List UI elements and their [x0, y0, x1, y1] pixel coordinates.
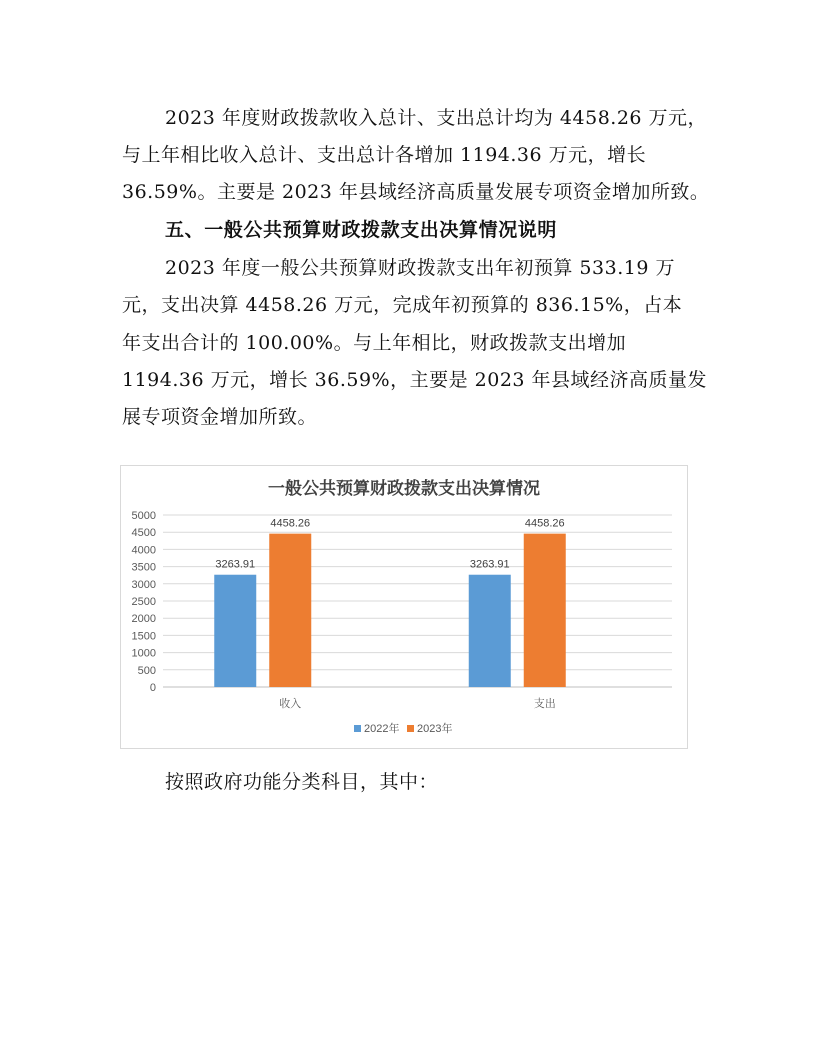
y-tick-label: 1500: [131, 630, 156, 643]
chart-svg: [120, 465, 688, 749]
paragraph-line: 按照政府功能分类科目，其中：: [165, 771, 439, 793]
y-tick-label: 4000: [131, 544, 156, 557]
paragraph-line: 与上年相比收入总计、支出总计各增加 1194.36 万元，增长: [122, 144, 647, 166]
bar: [214, 575, 256, 687]
bar-chart: [120, 465, 688, 749]
legend-swatch: [407, 725, 414, 732]
y-tick-label: 4500: [131, 527, 156, 540]
x-tick-label: 收入: [279, 698, 302, 710]
section-heading: 五、一般公共预算财政拨款支出决算情况说明: [165, 219, 558, 241]
legend-label: 2022年: [364, 723, 400, 735]
y-tick-label: 3500: [131, 561, 156, 574]
data-label: 3263.91: [215, 558, 256, 571]
y-tick-label: 0: [149, 682, 156, 694]
paragraph-line: 36.59%。主要是 2023 年县域经济高质量发展专项资金增加所致。: [122, 181, 710, 203]
y-tick-label: 500: [137, 664, 156, 677]
y-tick-label: 3000: [131, 578, 156, 591]
paragraph-line: 展专项资金增加所致。: [122, 406, 318, 428]
data-label: 4458.26: [524, 517, 565, 530]
bar: [524, 534, 566, 687]
y-tick-label: 1000: [131, 647, 156, 660]
chart-title: 一般公共预算财政拨款支出决算情况: [268, 479, 540, 498]
paragraph-line: 元，支出决算 4458.26 万元，完成年初预算的 836.15%，占本: [122, 294, 683, 316]
legend-swatch: [354, 725, 361, 732]
legend-label: 2023年: [417, 723, 453, 735]
data-label: 4458.26: [270, 517, 311, 530]
paragraph-line: 年支出合计的 100.00%。与上年相比，财政拨款支出增加: [122, 332, 627, 354]
x-tick-label: 支出: [533, 698, 556, 710]
y-tick-label: 2000: [131, 613, 156, 626]
bar: [469, 575, 511, 687]
chart-border: [121, 466, 688, 749]
bar: [269, 534, 311, 687]
paragraph-line: 2023 年度财政拨款收入总计、支出总计均为 4458.26 万元，: [165, 107, 708, 129]
paragraph-line: 1194.36 万元，增长 36.59%，主要是 2023 年县域经济高质量发: [122, 369, 708, 391]
paragraph-line: 2023 年度一般公共预算财政拨款支出年初预算 533.19 万: [165, 257, 675, 279]
data-label: 3263.91: [469, 558, 510, 571]
y-tick-label: 2500: [131, 596, 156, 608]
y-tick-label: 5000: [131, 510, 156, 522]
